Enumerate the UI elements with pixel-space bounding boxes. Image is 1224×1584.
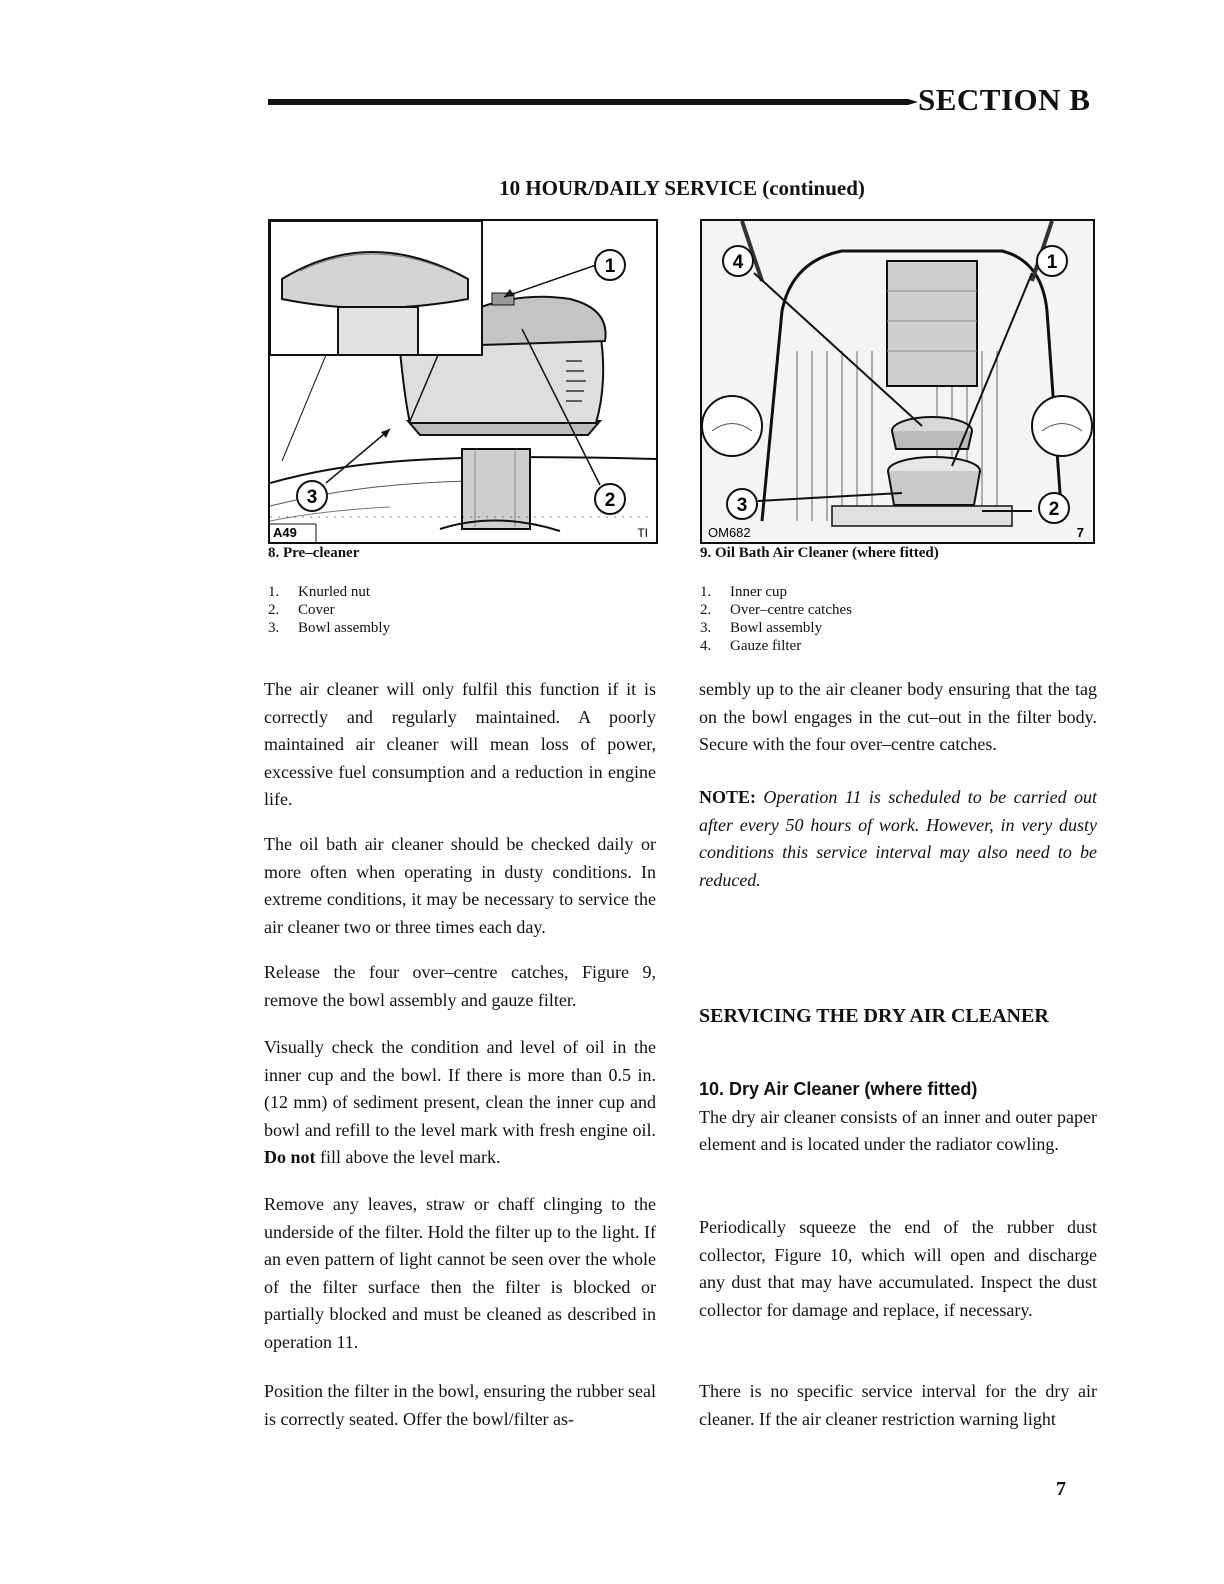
do-not-emphasis: Do not [264,1147,316,1167]
left-paragraph-6: Position the filter in the bowl, ensuring the rubber seal is correctly seated. Offer the bowl/filter as- [264,1381,656,1429]
servicing-heading: SERVICING THE DRY AIR CLEANER [699,1005,1049,1027]
list-item: 4. Gauze filter [700,638,802,654]
dry-air-cleaner-section [699,1076,1097,1159]
callout-4: 4 [732,252,744,273]
list-item: 1. Inner cup [700,584,788,600]
dry-air-cleaner-heading: 10. Dry Air Cleaner (where fitted) [699,1079,978,1099]
dry-paragraph-1: The dry air cleaner consists of an inner and outer paper element and is located under the radiator cowling. [699,1106,1097,1154]
list-item: 2. Cover [268,602,335,618]
figure-code: OM682 [708,525,751,540]
left-paragraph-5: Remove any leaves, straw or chaff clinging to the underside of the filter. Hold the filter up to the light. If an even pattern of light cannot be seen over the whole of the filter surface then the filter is blocked or partially blocked and must be cleaned as described in operation 11. [264,1194,656,1352]
right-paragraph-continuation: sembly up to the air cleaner body ensuring that the tag on the bowl engages in the cut–out in the filter body. Secure with the four over–centre catches. [699,679,1097,754]
figure-pre-cleaner [268,219,658,544]
figure-mark: TI [637,526,648,540]
note-paragraph [699,784,1097,894]
list-item: 3. Bowl assembly [268,620,391,636]
figure8-parts-list [268,583,390,637]
left-paragraph-3: Release the four over–centre catches, Figure 9, remove the bowl assembly and gauze filter. [264,962,656,1010]
page-heading: 10 HOUR/DAILY SERVICE (continued) [499,176,865,200]
pre-cleaner-illustration [270,221,656,542]
header-rule [268,99,908,105]
list-item: 2. Over–centre catches [700,602,853,618]
section-title: SECTION B [918,82,1091,117]
note-text: Operation 11 is scheduled to be carried out after every 50 hours of work. However, in very dusty conditions this service interval may also need to be reduced. [699,787,1097,890]
oil-bath-illustration [702,221,1093,542]
callout-3: 3 [306,487,318,508]
left-paragraph-2: The oil bath air cleaner should be checked daily or more often when operating in dusty conditions. In extreme conditions, it may be necessary to service the air cleaner two or three times each day. [264,834,656,937]
figure-oil-bath-air-cleaner [700,219,1095,544]
figure-mark: 7 [1076,525,1084,540]
note-label: NOTE: [699,787,757,807]
list-item: 1. Knurled nut [268,584,371,600]
callout-3: 3 [736,495,748,516]
left-paragraph-4: Visually check the condition and level of oil in the inner cup and the bowl. If there is more than 0.5 in. (12 mm) of sediment present, clean the inner cup and bowl and refill to the level mark with fresh engine oil. Do not fill above the level mark. [264,1037,656,1167]
figure-code: A49 [273,525,297,540]
left-paragraph-1: The air cleaner will only fulfil this function if it is correctly and regularly maintained. A poorly maintained air cleaner will mean loss of power, excessive fuel consumption and a reduction in engine life. [264,679,656,809]
page-number: 7 [1056,1478,1066,1500]
dry-paragraph-2: Periodically squeeze the end of the rubber dust collector, Figure 10, which will open and discharge any dust that may have accumulated. Inspect the dust collector for damage and replace, if necessary. [699,1217,1097,1320]
dry-paragraph-3: There is no specific service interval for the dry air cleaner. If the air cleaner restriction warning light [699,1381,1097,1429]
callout-1: 1 [604,256,616,277]
figure9-parts-list [700,583,852,655]
figure9-caption: 9. Oil Bath Air Cleaner (where fitted) [700,545,939,561]
list-item: 3. Bowl assembly [700,620,823,636]
callout-2: 2 [1048,499,1060,520]
callout-1: 1 [1046,252,1058,273]
callout-2: 2 [604,490,616,511]
figure8-caption: 8. Pre–cleaner [268,545,360,561]
